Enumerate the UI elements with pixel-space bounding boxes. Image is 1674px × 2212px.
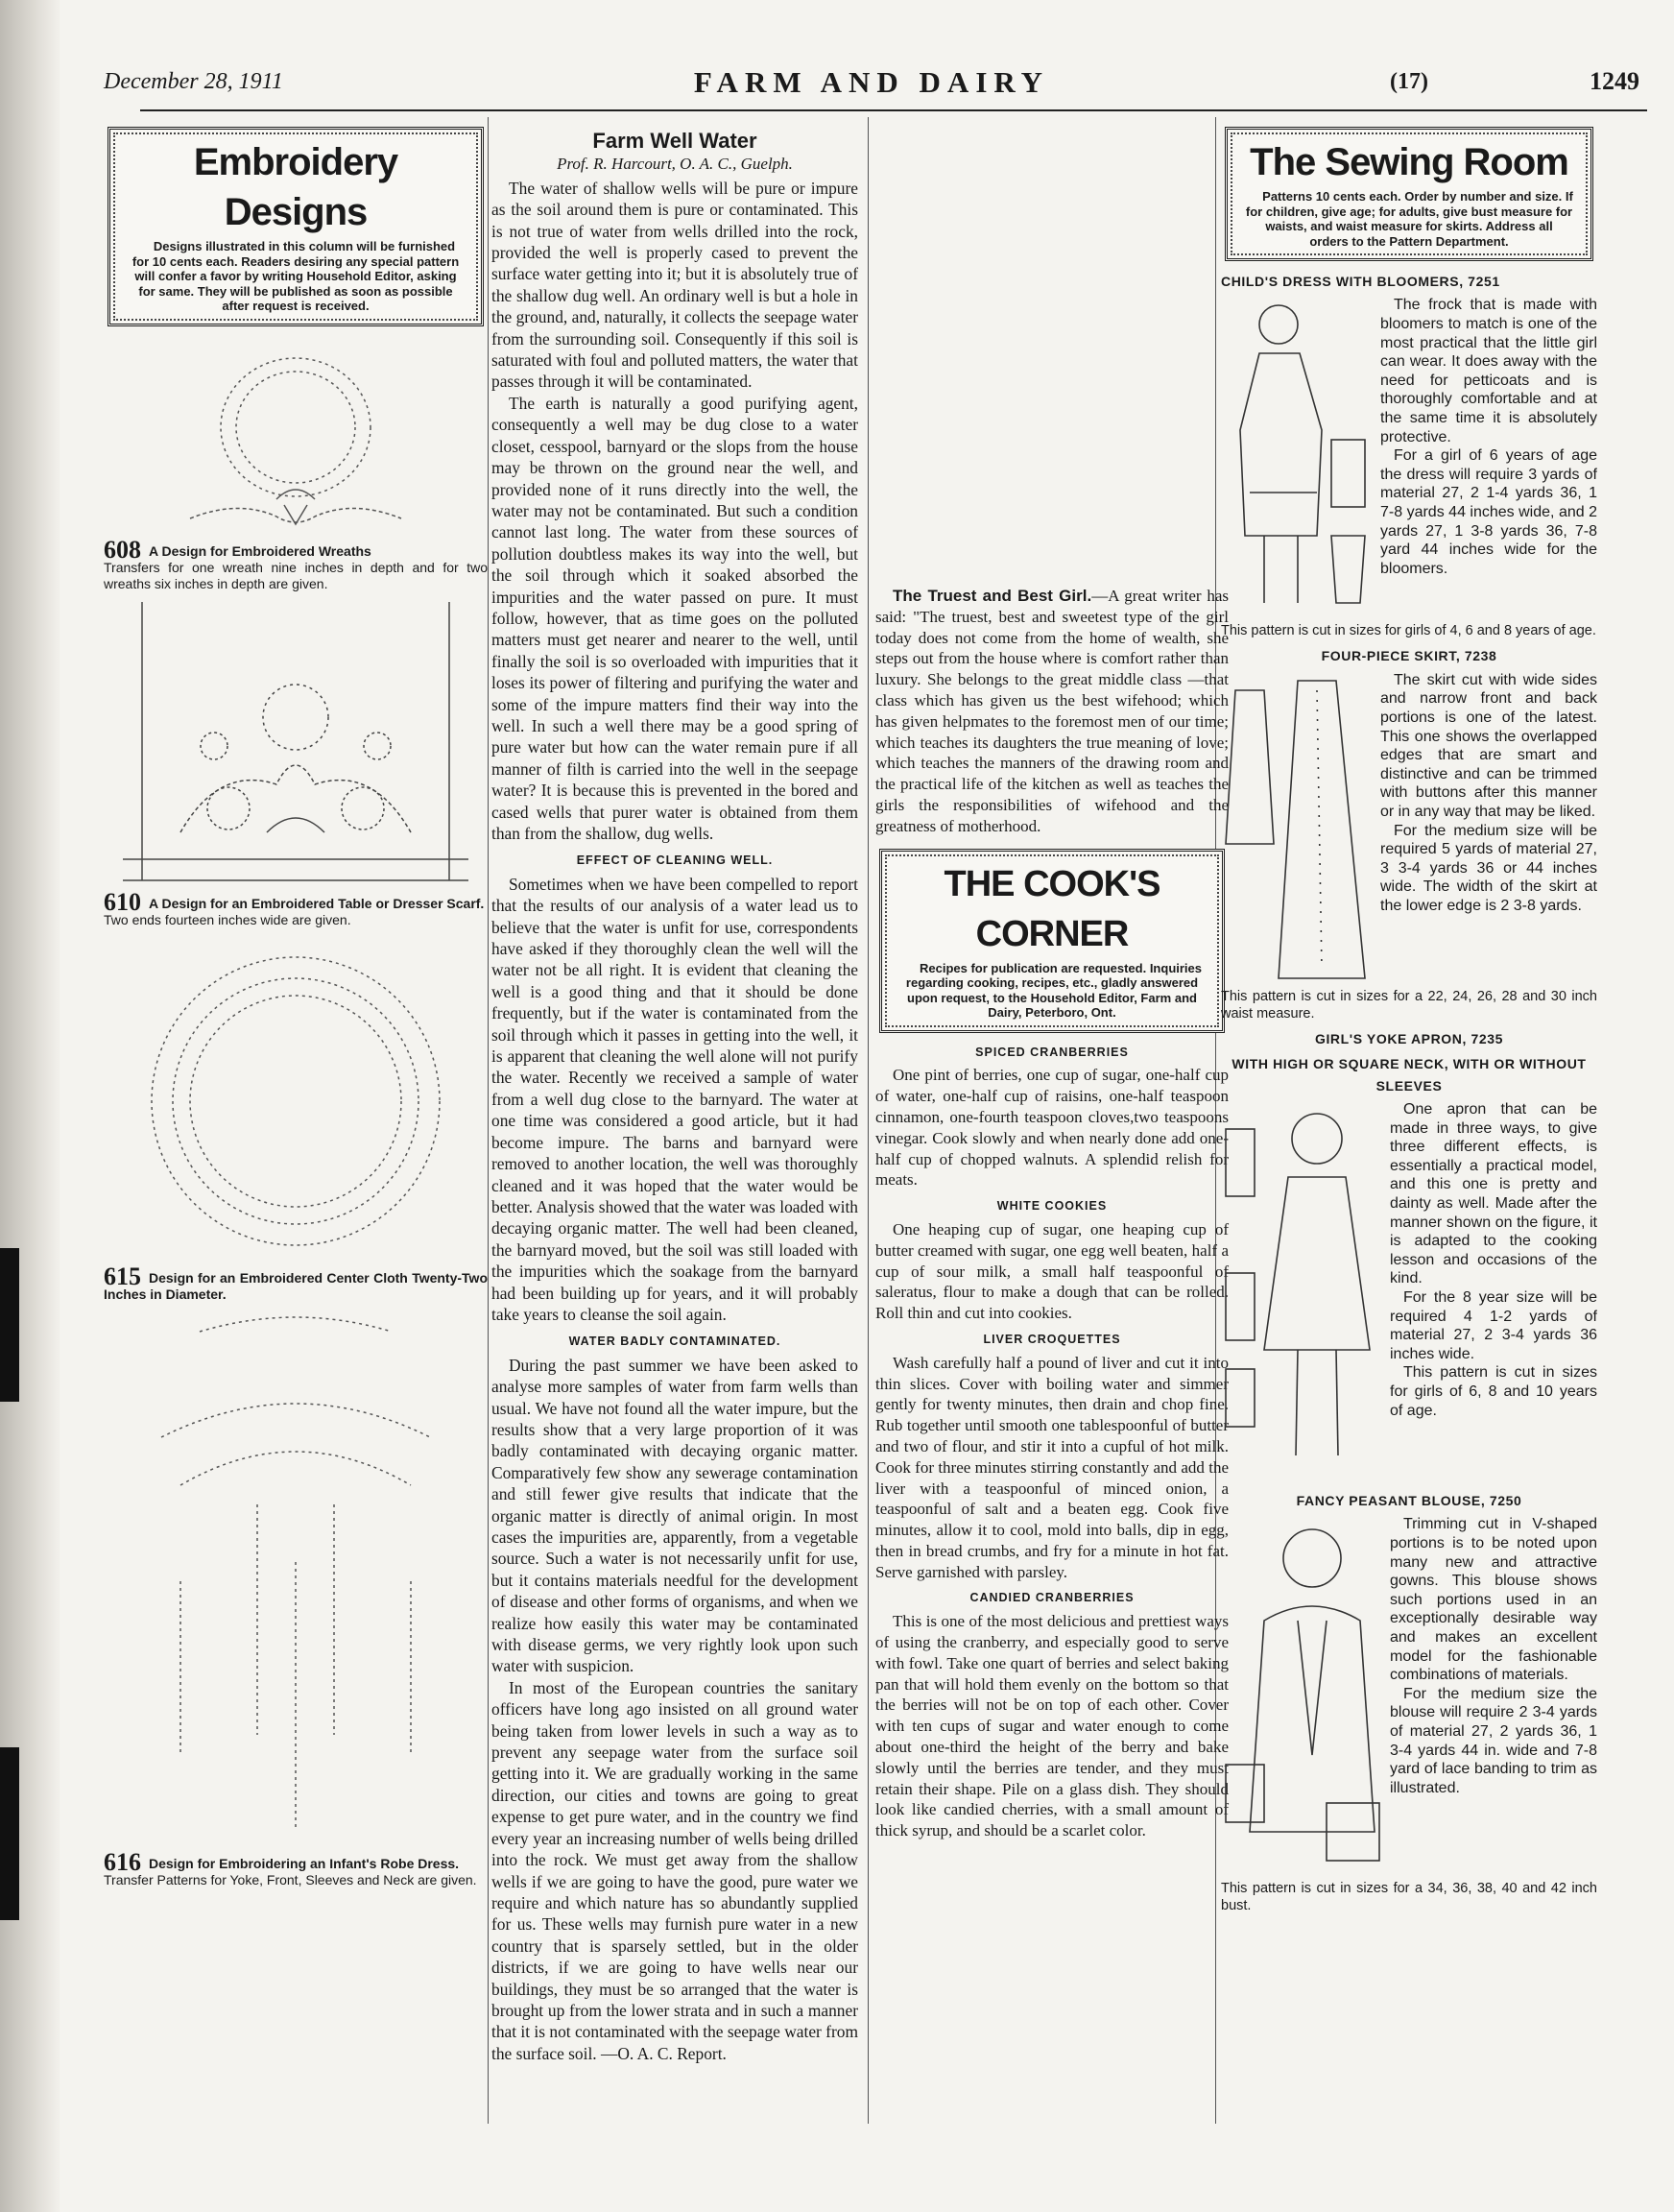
pattern-desc: The skirt cut with wide sides and narrow front and back portions is one of the latest. This one shows the overlapped edges that are smart and distinctive and can be trimmed with buttons after this manner or in any way that may be liked. [1380,671,1597,820]
pattern-subtitle: WITH HIGH OR SQUARE NECK, WITH OR WITHOUT SLEEVES [1232,1056,1587,1094]
pattern-title: GIRL'S YOKE APRON, 7235 [1314,1030,1504,1046]
pattern-material: For a girl of 6 years of age the dress will require 3 yards of material 27, 2 1-4 yards 36, 1 7-8 yards 44 inches wide, and 2 yards 27, 1 3-8 yards 36, 7-8 yard 44 inches wide for the bloomers. [1380,447,1597,577]
design-caption-615: 615 Design for an Embroidered Center Cloth Twenty-Two Inches in Diameter. [104,1262,488,1302]
recipe-title: WHITE COOKIES [996,1199,1108,1214]
recipe-text: Wash carefully half a pound of liver and cut it into thin slices. Cover with boiling water and simmer gently for twenty minutes, then drain and chop fine. Rub together until smooth one tablespoonful of butter and two of flour, and stir it into a cupful of hot milk. Cook for three minutes stirring constantly and add the liver with a teaspoonful of minced onion, a teaspoonful of salt and a beaten egg. Cook five minutes, allow it to cool, mold into balls, dip in egg, then in bread crumbs, and fry for a minute in hot fat. Serve garnished with parsley. [875,1353,1229,1581]
centerpiece-design-illustration [132,938,459,1264]
pattern-7238 [1221,671,1597,988]
pattern-title: CHILD'S DRESS WITH BLOOMERS, 7251 [1221,274,1500,289]
recipe-title: CANDIED CRANBERRIES [969,1591,1135,1605]
header-rule [140,109,1647,111]
subheading: WATER BADLY CONTAMINATED. [568,1334,781,1349]
truest-text: —A great writer has said: "The truest, best and sweetest type of the girl today does not come from the home of wealth, she steps out from the house where is comfort rather than luxury. She belongs to the great middle class —that class which has given us the best wifehood; which has given helpmates to the foremost men of our time; which teaches its daughters the true meaning of love; which teaches the manners of the drawing room and the practical life of the kitchen as well as teaches the girls the responsibilities of wifehood and the greatness of motherhood. [875,587,1229,835]
sewing-column [1221,123,1597,1914]
binding-gutter [0,0,60,2212]
pattern-material: For the 8 year size will be required 4 1-2 yards of material 27, 2 3-4 yards 36 inches wide. [1390,1288,1597,1362]
pattern-sizes: This pattern is cut in sizes for girls of 6, 8 and 10 years of age. [1390,1364,1597,1419]
blouse-illustration [1221,1515,1384,1880]
skirt-illustration [1221,671,1375,988]
article-paragraph: The earth is naturally a good purifying agent, consequently a well may be dug close to a water closet, cesspool, barnyard or the slops from the house may be thrown on the ground near the well, and provided none of it runs directly into the well, the water may not be contaminated. But such a condition cannot last long. The water from these sources of pollution doubtless makes its way into the well, but the soil through which it soaked absorbed the impurities and the water passed on pure. It must follow, however, that as time goes on the polluted matters must get nearer and nearer to the well, until finally the soil is so overloaded with impurities that it loses its power of filtering and purifying the water and some of the impure matters find their way into the well. In such a well there may be a good spring of pure water but how can the water remain pure if all manner of filth is carried into the well in the seepage water? It is because this is prevented in the bored and cased wells that purer water is obtained from them than from the shallow, dug wells. [491,393,858,843]
pattern-desc: One apron that can be made in three ways, to give three different effects, is essentially a practical model, and this one is pretty and dainty as well. Made after the manner shown on the figure, it is adapted to the cooking lesson and occasions of the kind. [1390,1101,1597,1287]
column-rule [488,117,489,2124]
design-caption-608: 608 A Design for Embroidered Wreaths Transfers for one wreath nine inches in depth and for two wreaths six inches in depth are given. [104,535,488,591]
article-paragraph: Sometimes when we have been compelled to report that the results of our analysis of a water lead us to believe that the water is unfit for use, correspondents have asked if they thoroughly clean the well will the water not be all right. It is evident that cleaning the well is a good thing and that it should be done frequently, but if the water is contaminated from the soil through which it passes in getting into the well, it is apparent that cleaning the well alone will not purify the water. Recently we received a sample of water from a well dug close to the barnyard. The water at one time was considered a good article, but it had become impure. The barns and barnyard were removed to another location, the well was thoroughly cleaned and it was hoped that the water would be better. Analysis showed that the water was loaded with decaying organic matter. The well had been cleaned, the barnyard moved, but the soil was still loaded with the impurities which the soakage from the barnyard had been building up for years, and it will probably take years to cleanse the soil again. [491,874,858,1324]
pattern-title: FANCY PEASANT BLOUSE, 7250 [1296,1493,1522,1509]
pattern-title: FOUR-PIECE SKIRT, 7238 [1321,648,1497,664]
binding-mark [0,1747,19,1920]
page-number: (17) [1390,69,1428,94]
pattern-7250 [1221,1515,1597,1880]
article-byline: Prof. R. Harcourt, O. A. C., Guelph. [557,155,793,174]
masthead: FARM AND DAIRY [693,65,1050,99]
child-dress-illustration [1221,296,1375,622]
pattern-desc: The frock that is made with bloomers to match is one of the most practical that the little girl can wear. It does away with the need for petticoats and is thoroughly comfortable and at the same time it is absolutely protective. [1380,297,1597,445]
pattern-7251 [1221,296,1597,622]
embroidery-box [108,127,484,326]
recipe-title: LIVER CROQUETTES [983,1332,1121,1346]
sewing-room-box [1225,127,1593,261]
cooks-corner-box [879,849,1225,1033]
embroidery-notice: Designs illustrated in this column will be furnished for 10 cents each. Readers desiring any special pattern will confer a favor by writing Household Editor, asking for same. They will be published as soon as possible after request is received. [132,239,460,313]
issue-date: December 28, 1911 [104,69,283,94]
embroidery-title: Embroidery Designs [193,141,398,233]
pattern-sizes: This pattern is cut in sizes for a 34, 36, 38, 40 and 42 inch bust. [1221,1881,1597,1914]
subheading: EFFECT OF CLEANING WELL. [576,854,774,868]
article-paragraph: During the past summer we have been asked to analyse more samples of water from farm wells than usual. We have not found all the water impure, but the results show that a very large proportion of it was badly contaminated with decaying organic matter. Comparatively few show any sewerage contamination and still fewer give results that indicate that the organic matter is directly of animal origin. In most cases the impurities are, apparently, from a vegetable source. Such a water is not necessarily unfit for use, but it contains materials needful for the development of disease and other forms of organisms, and when we realize how easily this water may be contaminated with disease germs, we very rightly look upon such water with suspicion. [491,1355,858,1676]
recipe-text: One heaping cup of sugar, one heaping cup of butter creamed with sugar, one egg well beaten, half a cup of sour milk, a small half teaspoonful of saleratus, flour to make a dough that can be rolled. Roll thin and cut into cookies. [875,1219,1229,1323]
sewing-room-notice: Patterns 10 cents each. Order by number and size. If for children, give age; for adults, give bust measure for waists, and waist measure for skirts. Address all orders to the Pattern Department. [1245,189,1573,249]
page-folio: 1249 [1590,67,1639,95]
recipe-text: One pint of berries, one cup of sugar, one-half cup of water, one-half cup of raisins, one-half teaspoon cinnamon, one-fourth teaspoon cloves,two teaspoons vinegar. Cook slowly and when nearly done add one-half cup of chopped walnuts. A splendid relish for meats. [875,1066,1229,1190]
page-header [104,65,1639,104]
column-rule [868,117,869,2124]
pattern-material: For the medium size will be required 5 yards of material 27, 3 3-4 yards 36 or 44 inches wide. The width of the skirt at the lower edge is 2 3-8 yards. [1380,822,1597,914]
pattern-7235 [1221,1100,1597,1484]
sewing-room-title: The Sewing Room [1250,141,1568,183]
cooks-corner-title: THE COOK'S CORNER [944,863,1160,954]
embroidery-column [104,123,488,1898]
cooking-column [875,586,1229,1841]
apron-illustration [1221,1100,1384,1484]
truest-title: The Truest and Best Girl. [893,587,1092,605]
binding-mark [0,1248,19,1402]
pattern-sizes: This pattern is cut in sizes for girls of 4, 6 and 8 years of age. [1221,623,1596,639]
article-paragraph: The water of shallow wells will be pure or impure as the soil around them is pure or contaminated. This is not true of water from wells drilled into the rock, provided the well is properly cased to prevent the surface water getting into it; but it is absolutely true of the shallow dug well. An ordinary well is but a hole in the ground, and, naturally, it collects the seepage water from the surrounding soil. Consequently if this soil is saturated with foul and polluted matters, the water that passes through it will be contaminated. [491,178,858,392]
scarf-design-illustration [123,602,468,890]
design-caption-610: 610 A Design for an Embroidered Table or Dresser Scarf. Two ends fourteen inches wide are given. [104,887,485,927]
design-caption-616: 616 Design for Embroidering an Infant's Robe Dress. Transfer Patterns for Yoke, Front, Sleeves and Neck are given. [104,1847,477,1887]
infant-robe-design-illustration [123,1312,468,1850]
recipe-text: This is one of the most delicious and prettiest ways of using the cranberry, and especially good to serve with fowl. Take one quart of berries and select baking pan that will hold them evenly on the bottom so that the berries will not be on top of each other. Cover with ten cups of sugar and water enough to come about one-third the height of the berry and bake slowly until the berries are tender, and they must retain their shape. Pile on a glass dish. They should look like candied cherries, with a small amount of thick syrup, and should be a scarlet color. [875,1612,1229,1840]
wreath-design-illustration [171,336,420,538]
well-article-column [491,123,858,2064]
cooks-corner-notice: Recipes for publication are requested. Inquiries regarding cooking, recipes, etc., gladly answered upon request, to the Household Editor, Farm and Dairy, Peterboro, Ont. [905,960,1203,1021]
pattern-desc: Trimming cut in V-shaped portions is to be noted upon many new and attractive gowns. This blouse shows such portions used in an exceptionally desirable way and makes an excellent model for the fashionable combinations of materials. [1390,1516,1597,1684]
pattern-material: For the medium size the blouse will require 2 3-4 yards of material 27, 2 yards 36, 1 3-4 yards 44 in. wide and 7-8 yard of lace banding to trim as illustrated. [1390,1685,1597,1796]
truest-girl-item [875,586,1229,837]
recipe-title: SPICED CRANBERRIES [975,1045,1129,1059]
article-title: Farm Well Water [592,129,757,153]
pattern-sizes: This pattern is cut in sizes for a 22, 24, 26, 28 and 30 inch waist measure. [1221,988,1597,1022]
article-paragraph: In most of the European countries the sanitary officers have long ago insisted on all ground water being taken from lower levels in such a way as to prevent any seepage water from the surface soil getting into it. We are gradually working in the same direction, our cities and towns are going to great expense to get pure water, and in the country we find every year an increasing number of wells being drilled into the rock. We must get away from the shallow wells if we are going to have the good, pure water we require and which nature has so abundantly supplied for us. These wells may furnish pure water in a new country that is sparsely settled, but in the older districts, if we are going to have wells near our buildings, they must be so arranged that the water is brought up from the lower strata and in such a manner that it is not contaminated with the seepage water from the surface soil. —O. A. C. Report. [491,1677,858,2063]
